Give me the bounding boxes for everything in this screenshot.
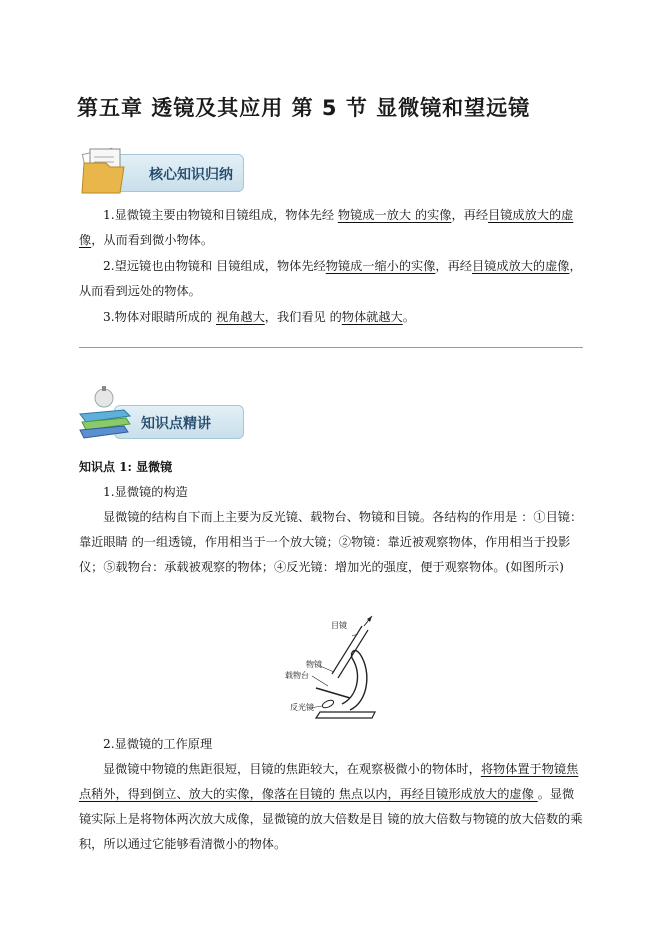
structure-paragraph: 显微镜的结构自下而上主要为反光镜、载物台、物镜和目镜。各结构的作用是 ：①目镜：靠近眼睛 的一组透镜，作用相当于一个放大镜；②物镜：靠近被观察物体，作用相当于投影仪；⑤载物台：承载被观察的物体；④反光镜：增加光的强度，便于观察物体。(如图所示) [79,510,583,574]
summary-item-3: 3.物体对眼睛所成的 视角越大，我们看见 的物体就越大。 [103,310,415,324]
core-knowledge-banner [80,143,245,183]
label-objective: 物镜 [306,660,322,669]
label-stage: 载物台 [285,671,309,680]
label-mirror: 反光镜 [290,703,314,712]
section-heading-structure: 1.显微镜的构造 [103,485,188,499]
banner-label: 知识点精讲 [141,416,211,432]
knowledge-points-banner [80,390,245,430]
knowledge-point-heading: 知识点 1: 显微镜 [79,460,173,474]
folder-documents-icon [80,143,128,195]
books-lamp-icon [76,384,134,440]
section-heading-principle: 2.显微镜的工作原理 [103,737,213,751]
banner-label: 核心知识归纳 [149,167,233,183]
principle-paragraph: 显微镜中物镜的焦距很短，目镜的焦距较大，在观察极微小的物体时，将物体置于物镜焦点稍外，得到倒立、放大的实像，像落在目镜的 焦点以内，再经目镜形成放大的虚像 。显微镜实际上是将物体两次放大成像，显微镜的放大倍数是目 镜的放大倍数与物镜的放大倍数的乘积，所以通过它能够看清微小的物体。 [79,762,583,851]
label-eyepiece: 目镜 [331,621,347,630]
summary-item-1: 1.显微镜主要由物镜和目镜组成，物体先经 物镜成一放大 的实像，再经目镜成放大的虚像，从而看到微小物体。 [79,208,574,247]
section-divider [79,347,583,348]
chapter-title: 第五章 透镜及其应用 第 5 节 显微镜和望远镜 [77,96,531,120]
banner-ribbon [108,154,244,192]
summary-item-2: 2.望远镜也由物镜和 目镜组成，物体先经物镜成一缩小的实像，再经目镜成放大的虚像，从而看到远处的物体。 [79,259,582,298]
